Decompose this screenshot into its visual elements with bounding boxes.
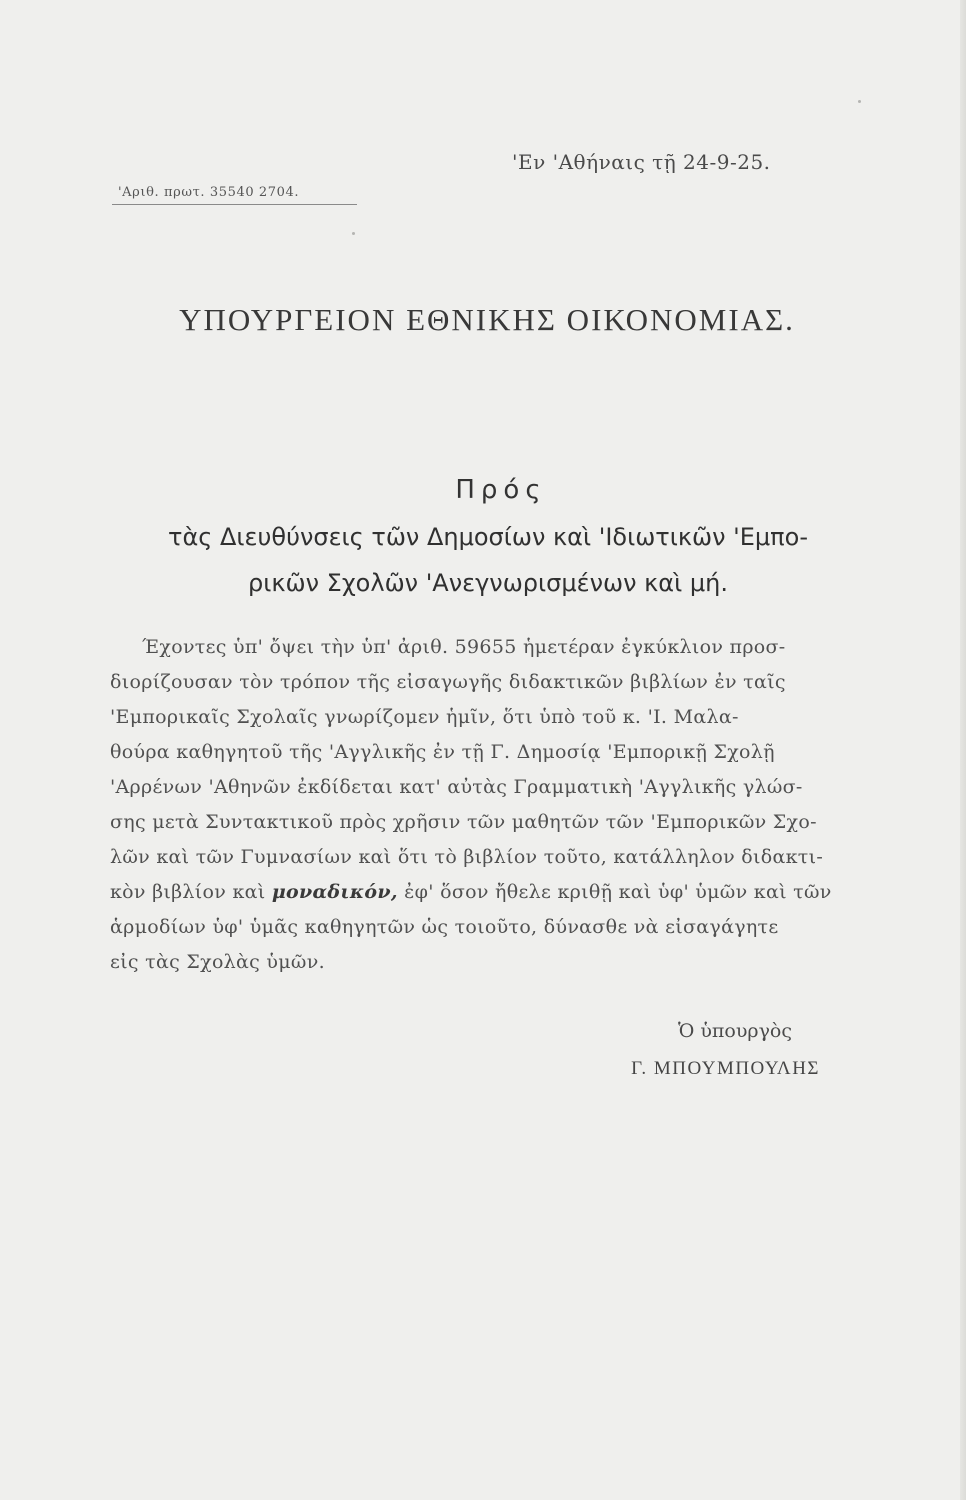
recipient-line: τὰς Διευθύνσεις τῶν Δημοσίων καὶ 'Ιδιωτικῶν 'Εμπο- [168, 523, 808, 551]
signature-block [560, 1012, 820, 1088]
page-edge [960, 0, 966, 1500]
paper-speck [858, 100, 861, 103]
reference-underline [112, 204, 357, 205]
reference-number: 'Αριθ. πρωτ. 35540 2704. [118, 185, 300, 200]
body-line-emphasis [110, 875, 840, 910]
body-text-after: ἐφ' ὅσον ἤθελε κριθῇ καὶ ὑφ' ὑμῶν καὶ τῶν [397, 881, 832, 903]
body-text-before: κὸν βιβλίον καὶ [110, 881, 272, 903]
body-line: θούρα καθηγητοῦ τῆς 'Αγγλικῆς ἐν τῇ Γ. Δημοσίᾳ 'Εμπορικῇ Σχολῇ [110, 741, 775, 763]
signatory-title: Ὁ ὑπουργὸς [678, 1020, 792, 1042]
body-line: 'Αρρένων 'Αθηνῶν ἐκδίδεται κατ' αὐτὰς Γραμματικὴ 'Αγγλικῆς γλώσ- [110, 776, 803, 798]
letter-body [110, 630, 840, 980]
emphasized-word: μοναδικόν, [271, 881, 398, 903]
paper-speck [352, 232, 355, 235]
recipient-label: Πρός [455, 475, 547, 505]
body-line: Έχοντες ὑπ' ὄψει τὴν ὑπ' ἀριθ. 59655 ἡμετέραν ἐγκύκλιον προσ- [142, 636, 786, 658]
signatory-name: Γ. ΜΠΟΥΜΠΟΥΛΗΣ [631, 1058, 820, 1079]
body-line: 'Εμπορικαῖς Σχολαῖς γνωρίζομεν ἡμῖν, ὅτι ὑπὸ τοῦ κ. 'Ι. Μαλα- [110, 706, 739, 728]
date-line: 'Εν 'Αθήναις τῇ 24-9-25. [512, 150, 771, 174]
body-line: σης μετὰ Συντακτικοῦ πρὸς χρῆσιν τῶν μαθητῶν τῶν 'Εμπορικῶν Σχο- [110, 811, 817, 833]
recipient-block [128, 514, 848, 606]
ministry-title: ΥΠΟΥΡΓΕΙΟΝ ΕΘΝΙΚΗΣ ΟΙΚΟΝΟΜΙΑΣ. [179, 302, 795, 337]
recipient-line: ρικῶν Σχολῶν 'Ανεγνωρισμένων καὶ μή. [248, 569, 728, 597]
body-line: διορίζουσαν τὸν τρόπον τῆς εἰσαγωγῆς διδακτικῶν βιβλίων ἐν ταῖς [110, 671, 786, 693]
body-line: λῶν καὶ τῶν Γυμνασίων καὶ ὅτι τὸ βιβλίον τοῦτο, κατάλληλον διδακτι- [110, 846, 824, 868]
body-line: εἰς τὰς Σχολὰς ὑμῶν. [110, 951, 325, 973]
body-line: ἁρμοδίων ὑφ' ὑμᾶς καθηγητῶν ὡς τοιοῦτο, δύνασθε νὰ εἰσαγάγητε [110, 916, 779, 938]
